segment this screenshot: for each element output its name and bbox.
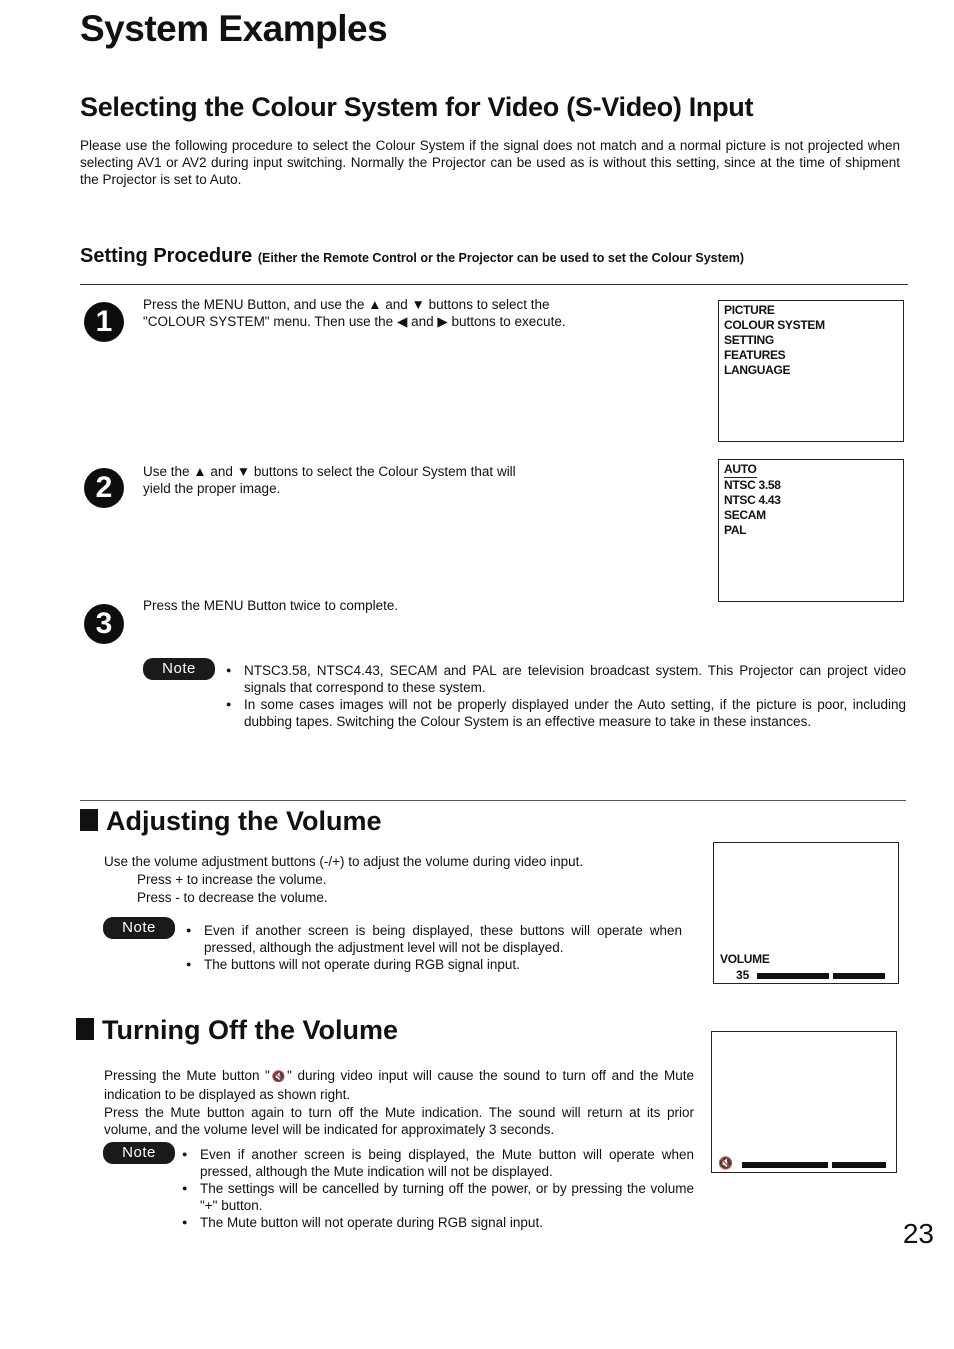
step-1-text-e: buttons to execute. bbox=[447, 314, 566, 329]
mute-osd-icon: 🔇 bbox=[718, 1156, 733, 1170]
step-1-text-a: Press the MENU Button, and use the bbox=[143, 297, 369, 312]
volume-bar-segment bbox=[757, 973, 829, 979]
section-square-icon bbox=[80, 809, 98, 831]
menu-item: AUTO bbox=[724, 462, 757, 476]
section-square-icon bbox=[76, 1018, 94, 1040]
colour-system-osd bbox=[718, 459, 904, 602]
intro-paragraph: Please use the following procedure to select the Colour System if the signal does not match and a normal picture is not projected when selecting AV1 or AV2 during input switching. Normally the Projector can be used as is without this setting, since at the time of shipment the Projector is set to Auto. bbox=[80, 138, 900, 187]
volume-osd-value: 35 bbox=[736, 968, 750, 982]
step-2-text-c: buttons to select the Colour System that will yield the proper image. bbox=[143, 464, 516, 496]
volume-bar-segment bbox=[833, 973, 885, 979]
page-number: 23 bbox=[902, 1218, 934, 1249]
right-arrow-icon: ▶ bbox=[437, 314, 448, 329]
mute-paragraph-1-a: Pressing the Mute button " bbox=[104, 1068, 270, 1083]
volume-osd bbox=[713, 842, 899, 984]
list-item: ● NTSC3.58, NTSC4.43, SECAM and PAL are television broadcast system. This Projector can project video signals that correspond to these system. bbox=[226, 662, 906, 696]
list-item: ● The buttons will not operate during RGB signal input. bbox=[186, 956, 682, 973]
section-title-colour-system: Selecting the Colour System for Video (S-Video) Input bbox=[80, 92, 754, 122]
mute-paragraph-1 bbox=[104, 1067, 694, 1103]
colour-menu-osd bbox=[718, 300, 904, 442]
list-item: ● Even if another screen is being displayed, these buttons will operate when pressed, although the adjustment level will not be displayed. bbox=[186, 922, 682, 956]
volume-line-2: Press + to increase the volume. bbox=[137, 872, 327, 887]
step-1-text-d: and bbox=[407, 314, 438, 329]
volume-osd-label: VOLUME bbox=[720, 952, 770, 966]
down-arrow-icon: ▼ bbox=[411, 297, 425, 312]
colour-notes-list bbox=[226, 662, 906, 730]
menu-item: NTSC 4.43 bbox=[724, 493, 781, 507]
volume-line-1: Use the volume adjustment buttons (-/+) to adjust the volume during video input. bbox=[104, 854, 584, 869]
page-title: System Examples bbox=[80, 8, 388, 49]
menu-item: NTSC 3.58 bbox=[724, 478, 781, 492]
setting-procedure-title: Setting Procedure bbox=[80, 245, 253, 267]
section-title-turning-off-volume bbox=[76, 1015, 398, 1046]
step-2-text-b: and bbox=[206, 464, 237, 479]
mute-paragraph-2: Press the Mute button again to turn off the Mute indication. The sound will return at its prior volume, and the volume level will be indicated for approximately 3 seconds. bbox=[104, 1105, 694, 1137]
mute-bar-segment bbox=[832, 1162, 886, 1168]
note-badge: Note bbox=[103, 917, 175, 939]
step-2-text bbox=[143, 463, 543, 497]
menu-item: SETTING bbox=[724, 333, 774, 347]
setting-procedure-heading bbox=[80, 245, 744, 268]
menu-item: SECAM bbox=[724, 508, 766, 522]
list-item: ● The settings will be cancelled by turning off the power, or by pressing the volume "+" button. bbox=[182, 1180, 694, 1214]
setting-procedure-note: (Either the Remote Control or the Projector can be used to set the Colour System) bbox=[257, 251, 745, 265]
menu-item: PICTURE bbox=[724, 303, 775, 317]
step-number-2: 2 bbox=[84, 468, 124, 508]
menu-item: PAL bbox=[724, 523, 747, 537]
mute-paragraph-1-b: " during video input will cause the sound to turn off and the Mute indication to be displayed as shown right. bbox=[104, 1068, 694, 1102]
menu-item: COLOUR SYSTEM bbox=[724, 318, 825, 332]
list-item: ● The Mute button will not operate during RGB signal input. bbox=[182, 1214, 694, 1231]
step-2-text-a: Use the bbox=[143, 464, 194, 479]
section-divider bbox=[80, 800, 906, 801]
section-title-text: Turning Off the Volume bbox=[102, 1015, 398, 1045]
divider-rule bbox=[80, 284, 908, 285]
mute-notes-list bbox=[182, 1146, 694, 1231]
step-1-text-c: buttons to select the "COLOUR SYSTEM" menu. Then use the bbox=[143, 297, 550, 329]
step-3-text: Press the MENU Button twice to complete. bbox=[143, 598, 399, 613]
mute-icon: 🔇 bbox=[269, 1071, 288, 1083]
list-item: ● Even if another screen is being displayed, the Mute button will operate when pressed, although the Mute indication will not be displayed. bbox=[182, 1146, 694, 1180]
menu-item: LANGUAGE bbox=[724, 363, 791, 377]
volume-notes-list bbox=[186, 922, 682, 973]
left-arrow-icon: ◀ bbox=[396, 314, 408, 329]
mute-osd bbox=[711, 1031, 897, 1173]
up-arrow-icon: ▲ bbox=[193, 464, 207, 479]
down-arrow-icon: ▼ bbox=[236, 464, 251, 479]
volume-line-3: Press - to decrease the volume. bbox=[137, 890, 328, 905]
list-item: ● In some cases images will not be properly displayed under the Auto setting, if the picture is poor, including dubbing tapes. Switching the Colour System is an effective measure to take in these instances. bbox=[226, 696, 906, 730]
step-1-text-b: and bbox=[381, 297, 412, 312]
step-number-1: 1 bbox=[84, 302, 124, 342]
note-badge: Note bbox=[103, 1142, 175, 1164]
step-1-text bbox=[143, 296, 573, 330]
section-title-text: Adjusting the Volume bbox=[106, 806, 382, 836]
step-number-3: 3 bbox=[84, 604, 124, 644]
section-title-adjusting-volume bbox=[80, 806, 382, 837]
mute-bar-segment bbox=[742, 1162, 828, 1168]
up-arrow-icon: ▲ bbox=[368, 297, 382, 312]
note-badge: Note bbox=[143, 658, 215, 680]
menu-item: FEATURES bbox=[724, 348, 786, 362]
